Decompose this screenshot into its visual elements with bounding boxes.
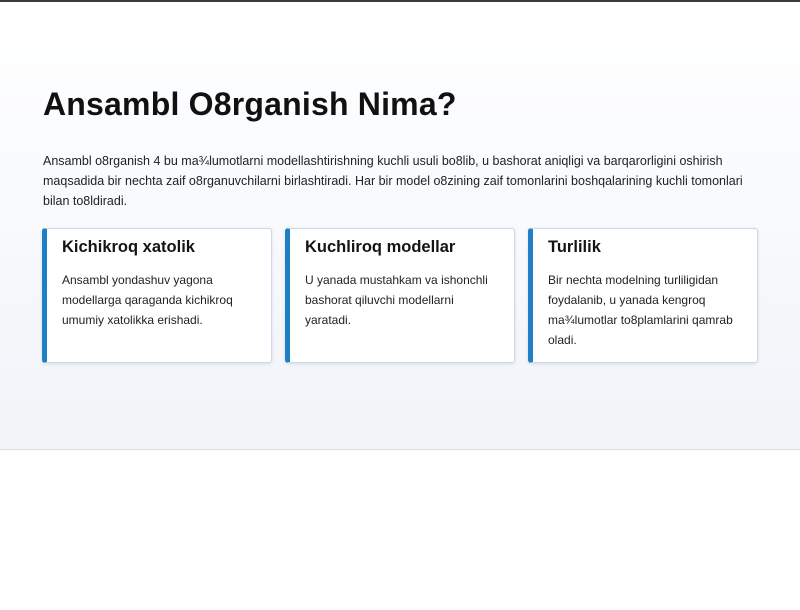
card-body: Bir nechta modelning turliligidan foydalanib, u yanada kengroq ma¾lumotlar to8plamlarini qamrab oladi. <box>548 273 733 347</box>
card-title: Kichikroq xatolik <box>62 238 195 256</box>
card-diversity <box>528 228 758 363</box>
card-stronger-models <box>285 228 515 363</box>
card-body: U yanada mustahkam va ishonchli bashorat qiluvchi modellarni yaratadi. <box>305 273 488 327</box>
card-smaller-error <box>42 228 272 363</box>
card-body: Ansambl yondashuv yagona modellarga qaraganda kichikroq umumiy xatolikka erishadi. <box>62 273 233 327</box>
intro-paragraph: Ansambl o8rganish 4 bu ma¾lumotlarni modellashtirishning kuchli usuli bo8lib, u bashorat aniqligi va barqarorligini oshirish maqsadida bir nechta zaif o8rganuvchilarni birlashtiradi. Har bir model o8zining zaif tomonlarini boshqalarining kuchli tomonlari bilan to8ldiradi. <box>43 154 743 208</box>
card-title: Turlilik <box>548 238 601 256</box>
slide <box>0 2 800 450</box>
feature-cards <box>42 228 758 363</box>
page-title: Ansambl O8rganish Nima? <box>43 86 457 122</box>
card-title: Kuchliroq modellar <box>305 238 456 256</box>
